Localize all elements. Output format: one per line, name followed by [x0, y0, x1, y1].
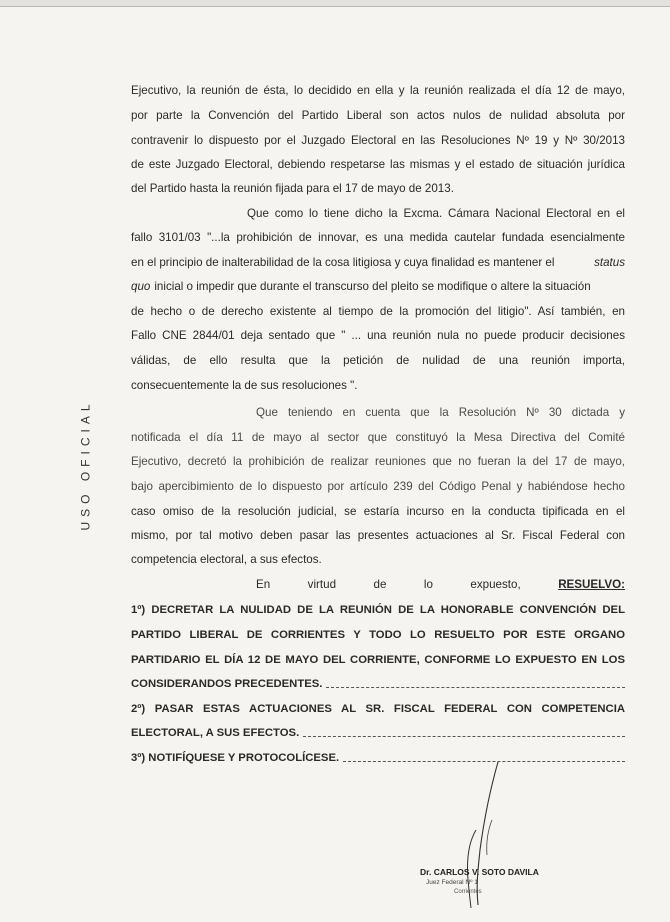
text-line: Ejecutivo, la reunión de ésta, lo decidido en ella y la reunión realizada el día 12 de mayo,	[131, 84, 625, 97]
text-line: caso omiso de la resolución judicial, se estaría incurso en la conducta tipificada en el	[131, 505, 625, 518]
text-line: Fallo CNE 2844/01 deja sentado que " ... una reunión nula no puede producir decisiones	[131, 329, 625, 342]
fill-dashes	[326, 687, 625, 688]
text-line: mismo, por tal motivo deben pasar las presentes actuaciones al Sr. Fiscal Federal con	[131, 529, 625, 542]
text-line: del Partido hasta la reunión fijada para el 17 de mayo de 2013.	[131, 182, 454, 195]
text-segment: inicial o impedir que durante el transcurso del pleito se modifique o altere la situación	[154, 280, 591, 293]
text-line: de hecho o de derecho existente al tiempo de la promoción del litigio". Así también, en	[131, 305, 625, 318]
resolve-keyword: RESUELVO:	[558, 578, 625, 591]
resolution-item-2-line	[131, 726, 625, 740]
text-line: bajo apercibimiento de lo dispuesto por artículo 239 del Código Penal y habiéndose hecho	[131, 480, 625, 493]
text-line: fallo 3101/03 "...la prohibición de innovar, es una medida cautelar fundada esencialmente	[131, 231, 625, 244]
text-segment: en el principio de inalterabilidad de la cosa litigiosa y cuya finalidad es mantener el	[131, 256, 555, 269]
resolution-item-2-text: ELECTORAL, A SUS EFECTOS.	[131, 727, 300, 739]
text-line: válidas, de ello resulta que la petición de nulidad de una reunión importa,	[131, 354, 625, 367]
resolve-word: virtud	[307, 578, 337, 591]
resolve-word: de	[373, 578, 387, 591]
text-line: de este Juzgado Electoral, debiendo respetarse las mismas y el estado de situación jurídica	[131, 158, 625, 171]
resolve-word: En	[256, 578, 271, 591]
text-line: competencia electoral, a sus efectos.	[131, 553, 322, 566]
resolve-line	[256, 578, 625, 592]
text-line: Ejecutivo, decretó la prohibición de realizar reuniones que no fueran la del 17 de mayo,	[131, 455, 625, 468]
resolution-item-1-line: PARTIDO LIBERAL DE CORRIENTES Y TODO LO RESUELTO POR ESTE ORGANO	[131, 629, 625, 641]
text-line	[131, 256, 625, 270]
resolution-item-1-line: 1º) DECRETAR LA NULIDAD DE LA REUNIÓN DE LA HONORABLE CONVENCIÓN DEL	[131, 604, 625, 616]
text-line: consecuentemente la de sus resoluciones ".	[131, 379, 358, 392]
margin-stamp-text: USO OFICIAL	[78, 399, 93, 531]
text-line: Que como lo tiene dicho la Excma. Cámara Nacional Electoral en el	[247, 207, 625, 220]
signature-scrawl	[440, 760, 520, 910]
page-top-edge	[0, 0, 670, 7]
margin-stamp	[70, 400, 100, 530]
signature-title: Juez Federal Nº 1	[426, 879, 478, 886]
resolve-word: lo	[423, 578, 433, 591]
text-segment-italic: status	[594, 256, 625, 269]
resolution-item-1-line: PARTIDARIO EL DÍA 12 DE MAYO DEL CORRIENTE, CONFORME LO EXPUESTO EN LOS	[131, 654, 625, 666]
resolution-item-3-line	[131, 751, 625, 765]
fill-dashes	[303, 736, 625, 737]
signature-location: Corrientes	[454, 889, 482, 895]
resolution-item-3-text: 3º) NOTIFÍQUESE Y PROTOCOLÍCESE.	[131, 752, 340, 764]
text-line: contravenir lo dispuesto por el Juzgado Electoral en las Resoluciones Nº 19 y Nº 30/2013	[131, 134, 625, 147]
resolution-item-1-text: CONSIDERANDOS PRECEDENTES.	[131, 678, 323, 690]
text-segment-italic: quo	[131, 280, 151, 293]
text-line: notificada el día 11 de mayo al sector que constituyó la Mesa Directiva del Comité	[131, 431, 625, 444]
resolution-item-2-line: 2º) PASAR ESTAS ACTUACIONES AL SR. FISCAL FEDERAL CON COMPETENCIA	[131, 703, 625, 715]
text-line	[131, 280, 625, 294]
resolution-item-1-line	[131, 677, 625, 691]
text-line: Que teniendo en cuenta que la Resolución Nº 30 dictada y	[256, 406, 625, 419]
signature-name: Dr. CARLOS V. SOTO DAVILA	[420, 867, 539, 877]
resolve-word: expuesto,	[470, 578, 521, 591]
text-line: por parte la Convención del Partido Liberal son actos nulos de nulidad absoluta por	[131, 109, 625, 122]
